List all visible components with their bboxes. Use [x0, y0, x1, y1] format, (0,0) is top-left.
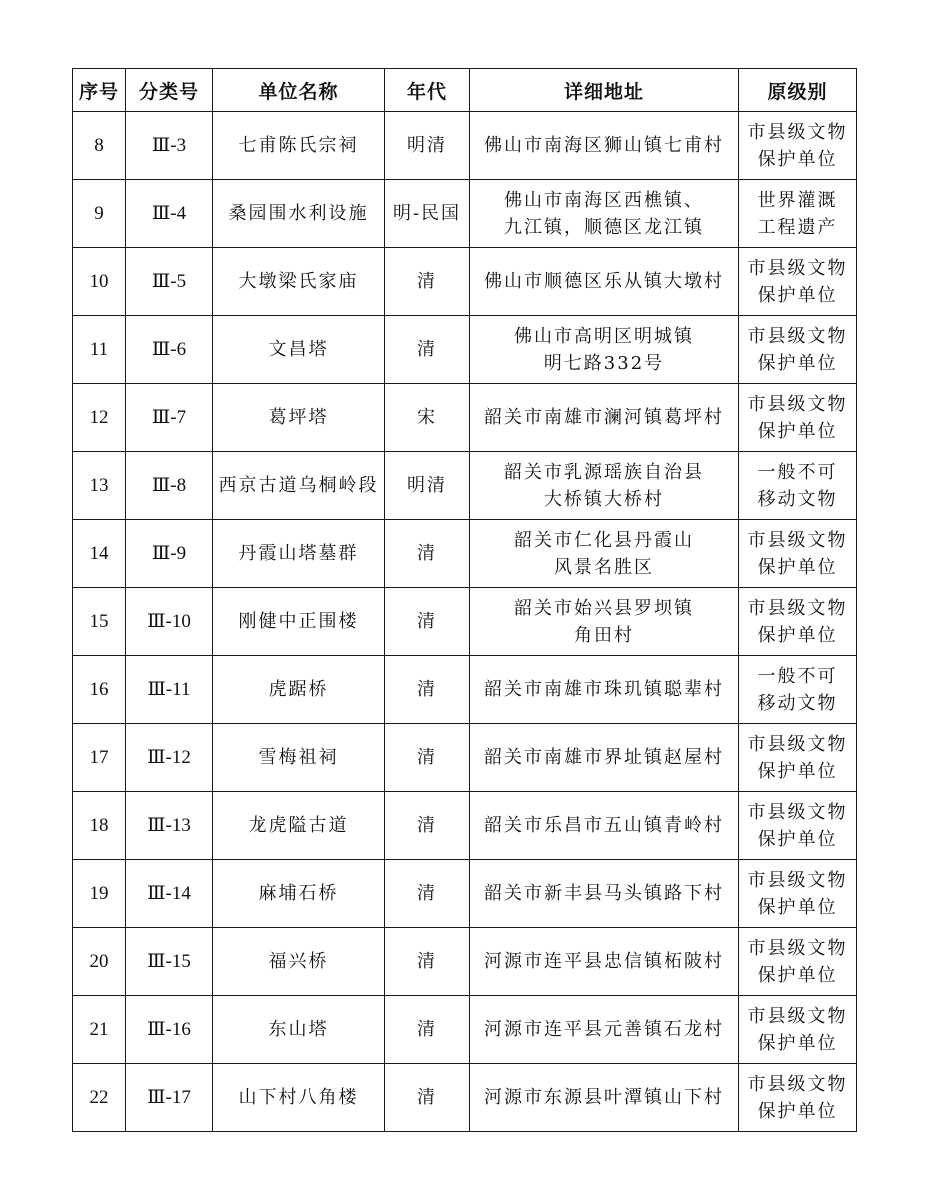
row-original-level	[739, 520, 857, 588]
row-index: 13	[73, 452, 126, 520]
table-row	[73, 316, 857, 384]
row-original-level-line: 保护单位	[757, 284, 838, 306]
row-index: 19	[73, 860, 126, 928]
row-era: 明清	[385, 112, 470, 180]
row-original-level-line: 工程遗产	[757, 216, 838, 238]
table-row	[73, 588, 857, 656]
header-site-name: 单位名称	[213, 69, 385, 112]
row-original-level	[739, 316, 857, 384]
row-site-name: 虎踞桥	[213, 656, 385, 724]
header-row	[73, 69, 857, 112]
table-row	[73, 792, 857, 860]
table-row	[73, 860, 857, 928]
row-original-level-line: 市县级文物	[747, 529, 848, 551]
row-original-level-line: 市县级文物	[747, 1005, 848, 1027]
row-index: 12	[73, 384, 126, 452]
row-era: 清	[385, 928, 470, 996]
row-address-line: 大桥镇大桥村	[544, 488, 664, 510]
row-original-level-line: 移动文物	[757, 488, 838, 510]
row-site-name: 刚健中正围楼	[213, 588, 385, 656]
row-era: 清	[385, 792, 470, 860]
table-row	[73, 656, 857, 724]
row-category-code: Ⅲ-8	[126, 452, 213, 520]
table-row	[73, 1064, 857, 1132]
row-index: 20	[73, 928, 126, 996]
row-category-code: Ⅲ-4	[126, 180, 213, 248]
table-row	[73, 520, 857, 588]
row-site-name: 七甫陈氏宗祠	[213, 112, 385, 180]
table-row	[73, 180, 857, 248]
row-index: 8	[73, 112, 126, 180]
row-address-line: 韶关市始兴县罗坝镇	[514, 597, 694, 619]
row-address	[470, 656, 739, 724]
row-original-level-line: 市县级文物	[747, 121, 848, 143]
row-original-level-line: 移动文物	[757, 692, 838, 714]
row-address-line: 佛山市高明区明城镇	[514, 325, 694, 347]
row-original-level-line: 市县级文物	[747, 937, 848, 959]
row-era: 明-民国	[385, 180, 470, 248]
row-era: 清	[385, 860, 470, 928]
row-index: 22	[73, 1064, 126, 1132]
row-address-line: 河源市连平县元善镇石龙村	[484, 1019, 724, 1040]
row-original-level-line: 一般不可	[757, 461, 838, 483]
row-original-level-line: 保护单位	[757, 624, 838, 646]
row-address	[470, 316, 739, 384]
row-original-level-line: 一般不可	[757, 665, 838, 687]
row-era: 明清	[385, 452, 470, 520]
row-address-line: 韶关市新丰县马头镇路下村	[484, 883, 724, 904]
row-original-level-line: 保护单位	[757, 148, 838, 170]
row-address-line: 韶关市南雄市澜河镇葛坪村	[484, 407, 724, 428]
row-category-code: Ⅲ-6	[126, 316, 213, 384]
header-index: 序号	[73, 69, 126, 112]
row-original-level	[739, 996, 857, 1064]
row-site-name: 西京古道乌桐岭段	[213, 452, 385, 520]
row-original-level	[739, 1064, 857, 1132]
row-address-line: 韶关市乐昌市五山镇青岭村	[484, 815, 724, 836]
row-original-level-line: 保护单位	[757, 760, 838, 782]
row-site-name: 大墩梁氏家庙	[213, 248, 385, 316]
row-address	[470, 520, 739, 588]
row-category-code: Ⅲ-12	[126, 724, 213, 792]
row-original-level-line: 保护单位	[757, 556, 838, 578]
table-row	[73, 452, 857, 520]
row-address-line: 明七路332号	[543, 352, 665, 374]
row-site-name: 龙虎隘古道	[213, 792, 385, 860]
row-index: 18	[73, 792, 126, 860]
row-original-level-line: 保护单位	[757, 1032, 838, 1054]
row-original-level	[739, 860, 857, 928]
row-original-level-line: 市县级文物	[747, 733, 848, 755]
row-original-level	[739, 656, 857, 724]
row-original-level	[739, 112, 857, 180]
table-row	[73, 384, 857, 452]
row-site-name: 文昌塔	[213, 316, 385, 384]
row-original-level-line: 市县级文物	[747, 393, 848, 415]
row-address	[470, 1064, 739, 1132]
row-original-level-line: 保护单位	[757, 828, 838, 850]
header-original-level: 原级别	[739, 69, 857, 112]
row-era: 清	[385, 996, 470, 1064]
row-index: 21	[73, 996, 126, 1064]
row-address	[470, 180, 739, 248]
row-index: 14	[73, 520, 126, 588]
row-index: 10	[73, 248, 126, 316]
row-era: 清	[385, 1064, 470, 1132]
row-original-level	[739, 588, 857, 656]
table-row	[73, 112, 857, 180]
row-category-code: Ⅲ-5	[126, 248, 213, 316]
row-site-name: 葛坪塔	[213, 384, 385, 452]
row-category-code: Ⅲ-7	[126, 384, 213, 452]
row-site-name: 麻埔石桥	[213, 860, 385, 928]
row-original-level	[739, 452, 857, 520]
row-site-name: 山下村八角楼	[213, 1064, 385, 1132]
row-era: 清	[385, 520, 470, 588]
row-address	[470, 724, 739, 792]
row-original-level	[739, 724, 857, 792]
row-category-code: Ⅲ-10	[126, 588, 213, 656]
row-address	[470, 248, 739, 316]
row-original-level-line: 保护单位	[757, 352, 838, 374]
row-address	[470, 996, 739, 1064]
row-era: 清	[385, 656, 470, 724]
row-era: 清	[385, 724, 470, 792]
row-address	[470, 452, 739, 520]
row-original-level-line: 市县级文物	[747, 1073, 848, 1095]
row-category-code: Ⅲ-11	[126, 656, 213, 724]
table-row	[73, 996, 857, 1064]
table-row	[73, 724, 857, 792]
row-era: 宋	[385, 384, 470, 452]
row-original-level-line: 市县级文物	[747, 801, 848, 823]
row-era: 清	[385, 316, 470, 384]
row-original-level-line: 市县级文物	[747, 325, 848, 347]
table-row	[73, 928, 857, 996]
row-original-level-line: 保护单位	[757, 1100, 838, 1122]
row-address-line: 风景名胜区	[554, 556, 654, 578]
row-original-level-line: 市县级文物	[747, 257, 848, 279]
row-category-code: Ⅲ-13	[126, 792, 213, 860]
row-original-level-line: 世界灌溉	[757, 189, 838, 211]
row-original-level-line: 保护单位	[757, 420, 838, 442]
row-address-line: 九江镇，顺德区龙江镇	[504, 216, 704, 238]
row-original-level-line: 保护单位	[757, 964, 838, 986]
row-category-code: Ⅲ-16	[126, 996, 213, 1064]
row-site-name: 雪梅祖祠	[213, 724, 385, 792]
row-original-level	[739, 384, 857, 452]
row-address-line: 韶关市南雄市界址镇赵屋村	[484, 747, 724, 768]
row-original-level-line: 保护单位	[757, 896, 838, 918]
row-original-level-line: 市县级文物	[747, 597, 848, 619]
row-index: 11	[73, 316, 126, 384]
row-address	[470, 588, 739, 656]
heritage-sites-table	[72, 68, 857, 1132]
row-era: 清	[385, 248, 470, 316]
row-address	[470, 928, 739, 996]
row-address-line: 佛山市顺德区乐从镇大墩村	[484, 271, 724, 292]
row-address-line: 河源市连平县忠信镇柘陂村	[484, 951, 724, 972]
row-original-level	[739, 180, 857, 248]
row-address	[470, 860, 739, 928]
row-site-name: 桑园围水利设施	[213, 180, 385, 248]
header-category-code: 分类号	[126, 69, 213, 112]
row-address-line: 佛山市南海区狮山镇七甫村	[484, 135, 724, 156]
row-category-code: Ⅲ-9	[126, 520, 213, 588]
row-address	[470, 112, 739, 180]
header-era: 年代	[385, 69, 470, 112]
row-original-level-line: 市县级文物	[747, 869, 848, 891]
table-header	[73, 69, 857, 112]
row-address-line: 角田村	[574, 624, 634, 646]
row-address-line: 韶关市仁化县丹霞山	[514, 529, 694, 551]
table-body	[73, 112, 857, 1132]
row-site-name: 东山塔	[213, 996, 385, 1064]
row-index: 16	[73, 656, 126, 724]
row-category-code: Ⅲ-17	[126, 1064, 213, 1132]
row-address-line: 韶关市乳源瑶族自治县	[504, 461, 704, 483]
row-index: 15	[73, 588, 126, 656]
row-address	[470, 792, 739, 860]
row-site-name: 丹霞山塔墓群	[213, 520, 385, 588]
row-address-line: 河源市东源县叶潭镇山下村	[484, 1087, 724, 1108]
row-site-name: 福兴桥	[213, 928, 385, 996]
row-era: 清	[385, 588, 470, 656]
row-address-line: 韶关市南雄市珠玑镇聪辈村	[484, 679, 724, 700]
row-original-level	[739, 248, 857, 316]
row-original-level	[739, 792, 857, 860]
row-category-code: Ⅲ-15	[126, 928, 213, 996]
row-category-code: Ⅲ-3	[126, 112, 213, 180]
row-address-line: 佛山市南海区西樵镇、	[504, 189, 704, 211]
row-original-level	[739, 928, 857, 996]
row-address	[470, 384, 739, 452]
header-address: 详细地址	[470, 69, 739, 112]
row-category-code: Ⅲ-14	[126, 860, 213, 928]
table-row	[73, 248, 857, 316]
row-index: 9	[73, 180, 126, 248]
row-index: 17	[73, 724, 126, 792]
